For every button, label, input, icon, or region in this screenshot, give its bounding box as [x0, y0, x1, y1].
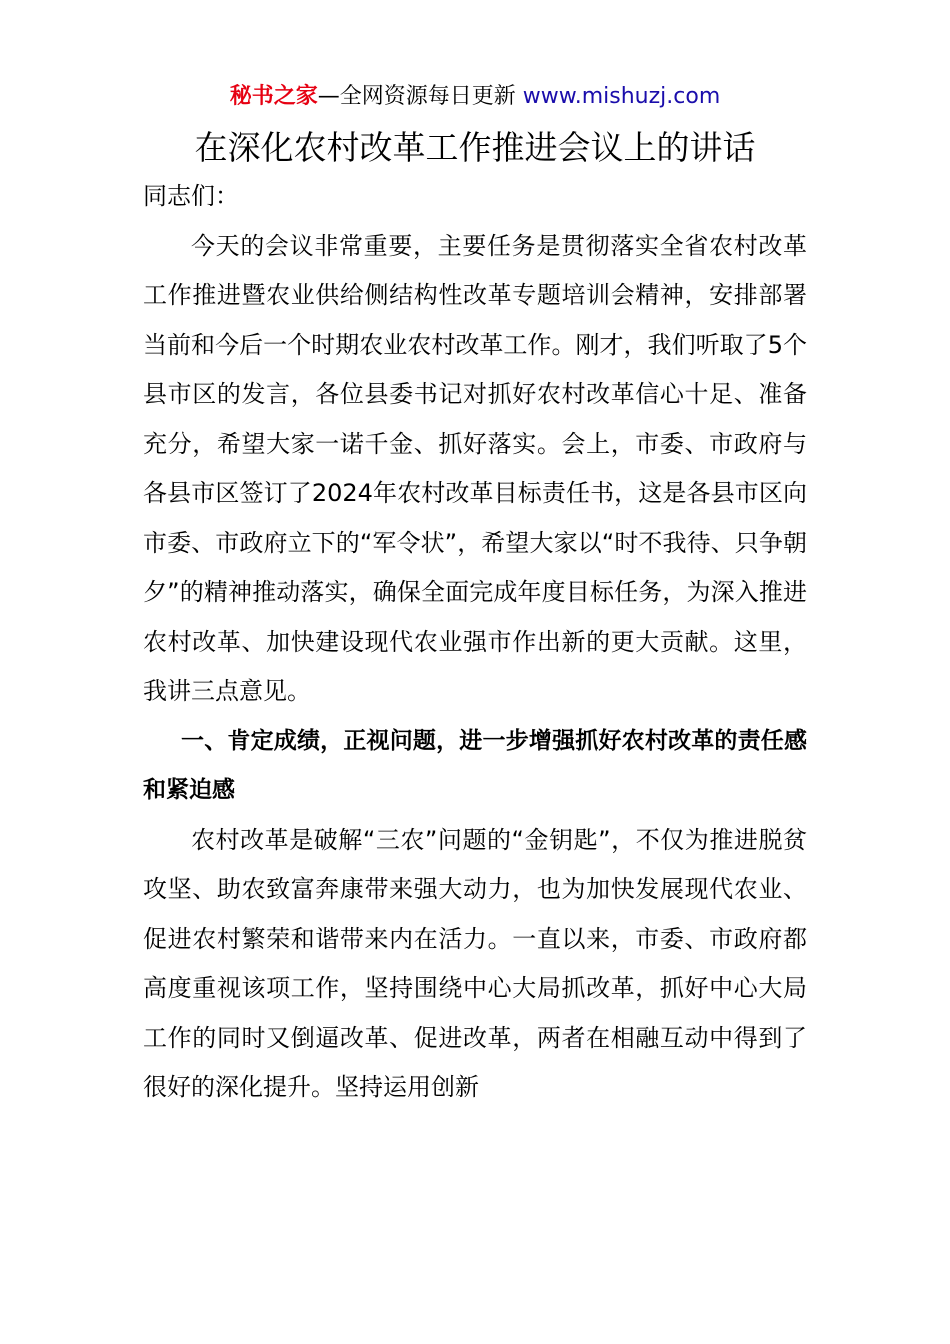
section-heading: 一、肯定成绩，正视问题，进一步增强抓好农村改革的责任感和紧迫感	[143, 727, 807, 803]
site-header	[0, 80, 950, 114]
document-title: 在深化农村改革工作推进会议上的讲话	[194, 128, 756, 167]
section-paragraph: 农村改革是破解“三农”问题的“金钥匙”，不仅为推进脱贫攻坚、助农致富奔康带来强大动力，也为加快发展现代农业、促进农村繁荣和谐带来内在活力。一直以来，市委、市政府都高度重视该项工作，坚持围绕中心大局抓改革，抓好中心大局工作的同时又倒逼改革、促进改革，两者在相融互动中得到了很好的深化提升。坚持运用创新	[143, 825, 807, 1101]
header-tagline: —全网资源每日更新	[317, 84, 523, 109]
brand-name: 秘书之家	[229, 84, 318, 109]
site-url-link[interactable]: www.mishuzj.com	[522, 84, 721, 109]
body-paragraph: 今天的会议非常重要，主要任务是贯彻落实全省农村改革工作推进暨农业供给侧结构性改革专题培训会精神，安排部署当前和今后一个时期农业农村改革工作。刚才，我们听取了5个县市区的发言，各位县委书记对抓好农村改革信心十足、准备充分，希望大家一诺千金、抓好落实。会上，市委、市政府与各县市区签订了2024年农村改革目标责任书，这是各县市区向市委、市政府立下的“军令状”，希望大家以“时不我待、只争朝夕”的精神推动落实，确保全面完成年度目标任务，为深入推进农村改革、加快建设现代农业强市作出新的更大贡献。这里，我讲三点意见。	[143, 231, 807, 705]
document-body	[143, 172, 807, 1113]
salutation: 同志们：	[143, 182, 239, 210]
